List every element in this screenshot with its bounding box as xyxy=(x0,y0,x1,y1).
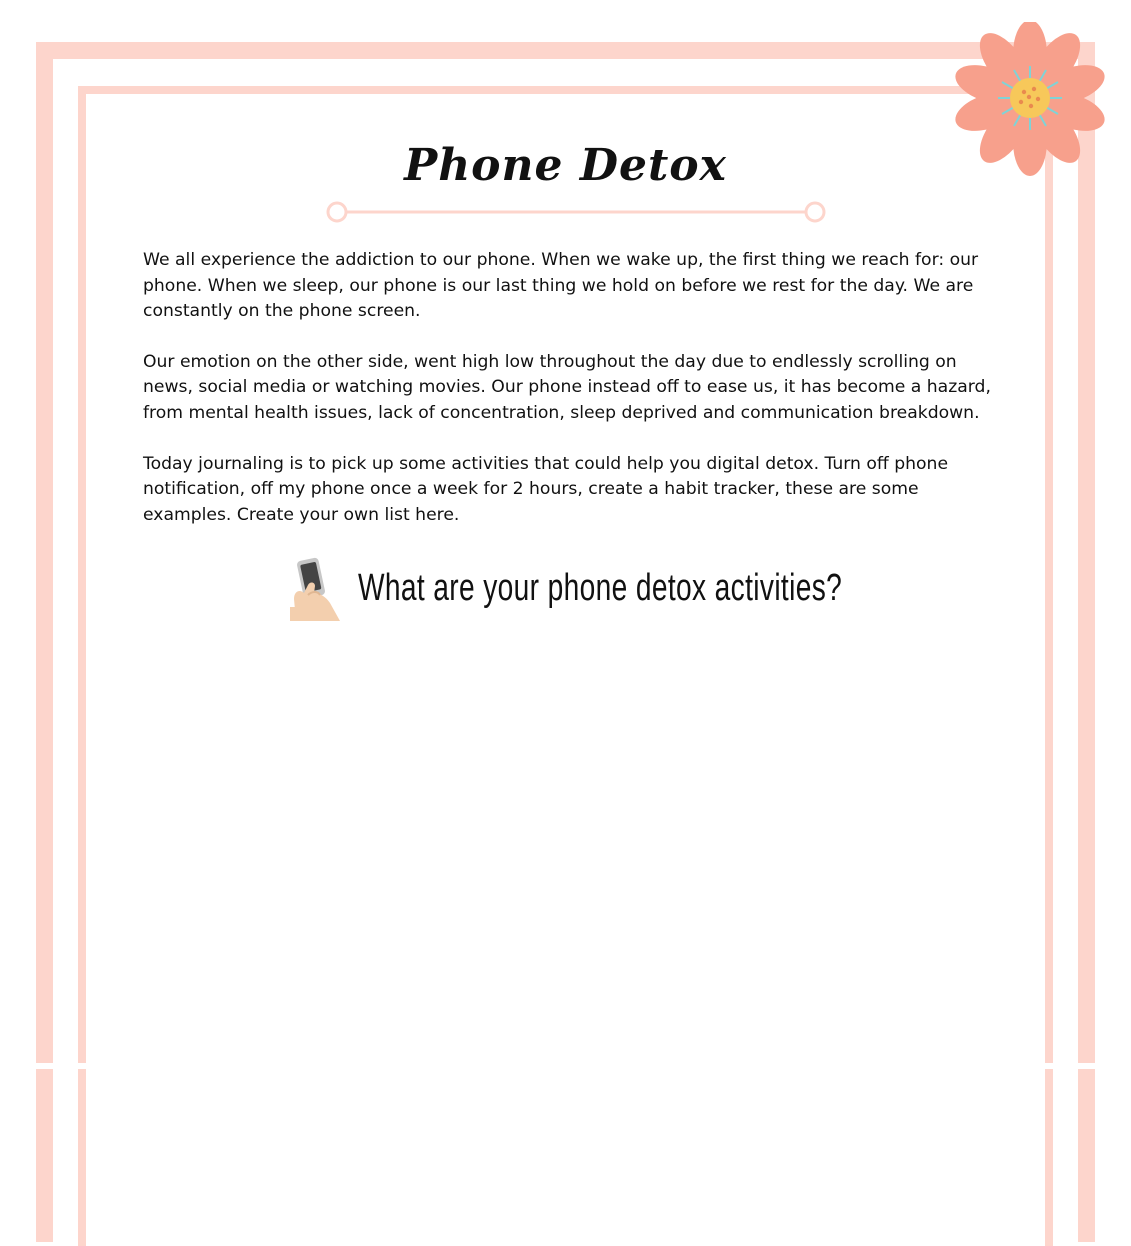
paragraph-2: Our emotion on the other side, went high low throughout the day due to endlessly scrolling on news, social media or watching movies. Our phone instead off to ease us, it has become a hazard, from mental health issues, lack of concentration, sleep deprived and communication breakdown. xyxy=(143,351,991,423)
paragraph-3: Today journaling is to pick up some activities that could help you digital detox. Turn off phone notification, off my phone once a week for 2 hours, create a habit tracker, these are some examples. Create your own list here. xyxy=(143,453,949,525)
prompt-heading xyxy=(290,552,1012,624)
frame-gap-right xyxy=(1040,1063,1100,1069)
page-title: Phone Detox xyxy=(404,140,727,191)
title-divider xyxy=(324,198,828,226)
intro-text xyxy=(143,248,1003,553)
frame-gap-left xyxy=(36,1063,106,1069)
paragraph-1: We all experience the addiction to our phone. When we wake up, the first thing we reach for: our phone. When we sleep, our phone is our last thing we hold on before we rest for the day. We are constantly on the phone screen. xyxy=(143,250,979,322)
hand-holding-phone-icon xyxy=(290,555,350,621)
prompt-question: What are your phone detox activities? xyxy=(358,566,843,609)
